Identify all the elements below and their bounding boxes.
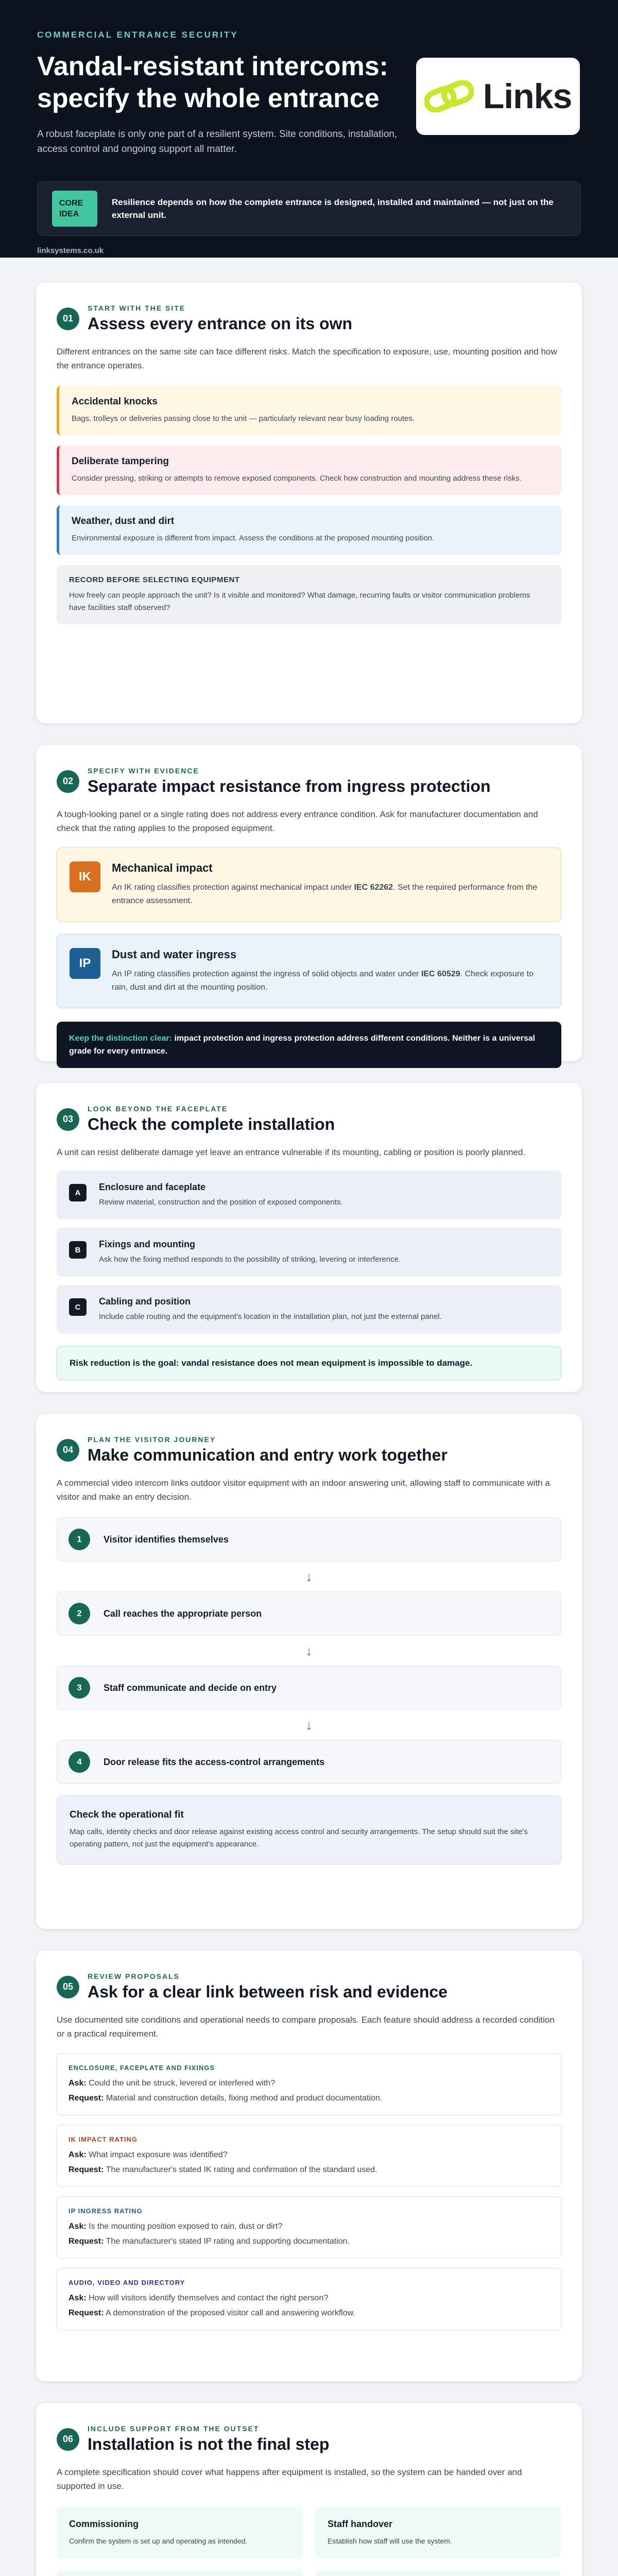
hero-site-link[interactable]: linksystems.co.uk [37,246,104,255]
layer-text: Include cable routing and the equipment's location in the installation plan, not just the external panel. [99,1312,442,1321]
review-heading: AUDIO, VIDEO AND DIRECTORY [68,2279,185,2286]
review-ask: Ask: Could the unit be struck, levered or interfered with? [68,2079,276,2088]
section-site [36,282,582,723]
review-ask: Ask: What impact exposure was identified? [68,2150,228,2159]
risk-text: Bags, trolleys or deliveries passing close to the unit — particularly relevant near busy loading routes. [72,414,415,423]
risk-text: Environmental exposure is different from impact. Assess the conditions at the proposed mounting position. [72,534,435,543]
arrow-down-icon: ↓ [305,1642,313,1658]
ik-text: An IK rating classifies protection against mechanical impact under IEC 62262. Set the required performance from the entrance assessment. [112,883,538,905]
review-ask: Ask: Is the mounting position exposed to rain, dust or dirt? [68,2222,283,2231]
fit-title: Check the operational fit [70,1809,184,1820]
links-logo [416,58,580,135]
ik-rating-box [57,848,561,922]
layer-key: A [69,1184,87,1201]
risk-deliberate-tampering [57,446,561,495]
support-card [315,2506,561,2558]
review-heading: ENCLOSURE, FACEPLATE AND FIXINGS [68,2064,215,2072]
section-evidence [36,745,582,1061]
section-title: Separate impact resistance from ingress protection [88,777,491,795]
step-label: Call reaches the appropriate person [104,1608,262,1619]
risk-reduction-note: Risk reduction is the goal: vandal resistance does not mean equipment is impossible to damage. [57,1346,561,1380]
section-support [36,2403,582,2576]
layer-title: Enclosure and faceplate [99,1182,206,1192]
layer-enclosure [57,1171,561,1219]
section-kicker: PLAN THE VISITOR JOURNEY [88,1435,216,1444]
review-item [57,2053,561,2115]
ik-title: Mechanical impact [112,861,213,874]
review-request: Request: The manufacturer's stated IK rating and confirmation of the standard used. [68,2165,377,2174]
section-intro: A unit can resist deliberate damage yet leave an entrance vulnerable if its mounting, cabling or position is poorly planned. [57,1147,526,1157]
section-title: Assess every entrance on its own [88,314,352,333]
operational-fit-box [57,1795,561,1865]
layer-title: Fixings and mounting [99,1239,195,1249]
section-header [57,304,561,333]
hero [0,0,618,258]
support-text: Confirm the system is set up and operating as intended. [69,2537,248,2545]
ik-badge: IK [70,861,100,892]
journey-step [57,1591,561,1636]
layer-cabling [57,1285,561,1334]
section-number: 02 [57,770,79,793]
step-number: 3 [68,1677,90,1699]
section-kicker: REVIEW PROPOSALS [88,1972,180,1980]
review-request: Request: Material and construction details, fixing method and product documentation. [68,2094,383,2103]
step-label: Door release fits the access-control arrangements [104,1756,325,1767]
layer-key: B [69,1241,87,1259]
step-label: Staff communicate and decide on entry [104,1682,277,1693]
section-intro: A tough-looking panel or a single rating does not address every entrance condition. Ask for manufacturer documentation and check that the rating applies to the proposed equipment. [57,809,538,833]
section-intro: A commercial video intercom links outdoor visitor equipment with an indoor answering unit, allowing staff to communicate with a visitor and make an entry decision. [57,1478,550,1502]
section-visitor-journey [36,1414,582,1929]
layer-title: Cabling and position [99,1296,191,1307]
journey-steps [57,1517,561,1784]
section-review [36,1951,582,2381]
section-intro: A complete specification should cover what happens after equipment is installed, so the system can be handed over and supported in use. [57,2467,522,2491]
section-number: 03 [57,1108,79,1131]
section-kicker: LOOK BEYOND THE FACEPLATE [88,1105,228,1113]
step-number: 4 [68,1751,90,1773]
section-title: Check the complete installation [88,1115,335,1133]
fit-text: Map calls, identity checks and door release against existing access control and security arrangements. The setup should suit the site's operating pattern, not just the equipment's appearance. [70,1827,528,1849]
risk-weather [57,505,561,555]
section-title: Make communication and entry work together [88,1446,448,1464]
section-kicker: SPECIFY WITH EVIDENCE [88,767,199,775]
layer-text: Review material, construction and the position of exposed components. [99,1198,343,1207]
section-header [57,1435,561,1465]
arrow-down-icon: ↓ [305,1568,313,1584]
section-kicker: START WITH THE SITE [88,304,186,312]
risk-accidental-knocks [57,386,561,435]
review-heading: IP INGRESS RATING [68,2207,143,2215]
section-intro: Use documented site conditions and operational needs to compare proposals. Each feature should address a recorded condition or a practical requirement. [57,2015,555,2039]
section-intro: Different entrances on the same site can face different risks. Match the specification to exposure, use, mounting position and how the entrance operates. [57,347,557,370]
section-header [57,767,561,796]
review-request: Request: The manufacturer's stated IP rating and supporting documentation. [68,2237,350,2246]
step-number: 1 [68,1529,90,1550]
review-item [57,2196,561,2259]
review-request: Request: A demonstration of the proposed visitor call and answering workflow. [68,2309,355,2317]
section-title: Ask for a clear link between risk and evidence [88,1982,448,2001]
ip-title: Dust and water ingress [112,948,237,961]
core-idea-tag: CORE IDEA [52,191,97,227]
layer-fixings [57,1228,561,1277]
section-number: 04 [57,1439,79,1462]
record-heading: RECORD BEFORE SELECTING EQUIPMENT [69,575,240,584]
layer-key: C [69,1298,87,1316]
section-number: 06 [57,2428,79,2451]
review-ask: Ask: How will visitors identify themselves and contact the right person? [68,2294,329,2302]
ip-badge: IP [70,948,100,979]
section-header [57,1972,561,2002]
review-item [57,2268,561,2330]
risk-title: Accidental knocks [72,396,158,407]
risk-title: Weather, dust and dirt [72,516,175,527]
section-header [57,1105,561,1134]
journey-step [57,1740,561,1784]
record-text: How freely can people approach the unit? Is it visible and monitored? What damage, recurring faults or visitor communication problems have facilities staff observed? [69,591,530,612]
logo-wordmark: Links [483,77,572,116]
section-kicker: INCLUDE SUPPORT FROM THE OUTSET [88,2425,260,2433]
ip-text: An IP rating classifies protection against the ingress of solid objects and water under IEC 60529. Check exposure to rain, dust and dirt at the mounting position. [112,970,534,992]
support-title: Staff handover [328,2519,393,2529]
risk-title: Deliberate tampering [72,456,169,467]
support-card [315,2570,561,2576]
ik-standard: IEC 62262 [354,883,393,892]
hero-lede: A robust faceplate is only one part of a resilient system. Site conditions, installation, access control and ongoing support all matter. [37,129,398,155]
ip-rating-box [57,934,561,1008]
section-number: 01 [57,308,79,330]
support-title: Commissioning [69,2519,139,2529]
section-installation [36,1083,582,1392]
record-before-selecting [57,565,561,624]
review-item [57,2125,561,2187]
distinction-text: impact protection and ingress protection address different conditions. Neither is a universal grade for every entrance. [69,1034,536,1056]
support-card [57,2570,303,2576]
layer-text: Ask how the fixing method responds to the possibility of striking, levering or interference. [99,1255,401,1264]
ip-standard: IEC 60529 [421,970,460,978]
support-grid [57,2506,561,2576]
journey-step [57,1517,561,1562]
review-heading: IK IMPACT RATING [68,2136,138,2143]
support-text: Establish how staff will use the system. [328,2537,452,2545]
support-card [57,2506,303,2558]
distinction-callout [57,1022,561,1068]
distinction-highlight: Keep the distinction clear: [69,1034,173,1043]
journey-step [57,1666,561,1710]
step-label: Visitor identifies themselves [104,1534,229,1545]
section-title: Installation is not the final step [88,2435,330,2453]
hero-eyebrow: COMMERCIAL ENTRANCE SECURITY [37,30,238,40]
core-idea-text: Resilience depends on how the complete entrance is designed, installed and maintained — not just on the external unit. [112,197,554,220]
risk-text: Consider pressing, striking or attempts to remove exposed components. Check how construction and mounting address these risks. [72,474,522,483]
section-number: 05 [57,1976,79,1998]
section-header [57,2425,561,2454]
step-number: 2 [68,1603,90,1624]
links-chain-logo-icon [424,80,474,112]
page-title: Vandal-resistant intercoms: specify the whole entrance [37,52,388,113]
arrow-down-icon: ↓ [305,1717,313,1733]
core-idea-callout [37,181,581,236]
